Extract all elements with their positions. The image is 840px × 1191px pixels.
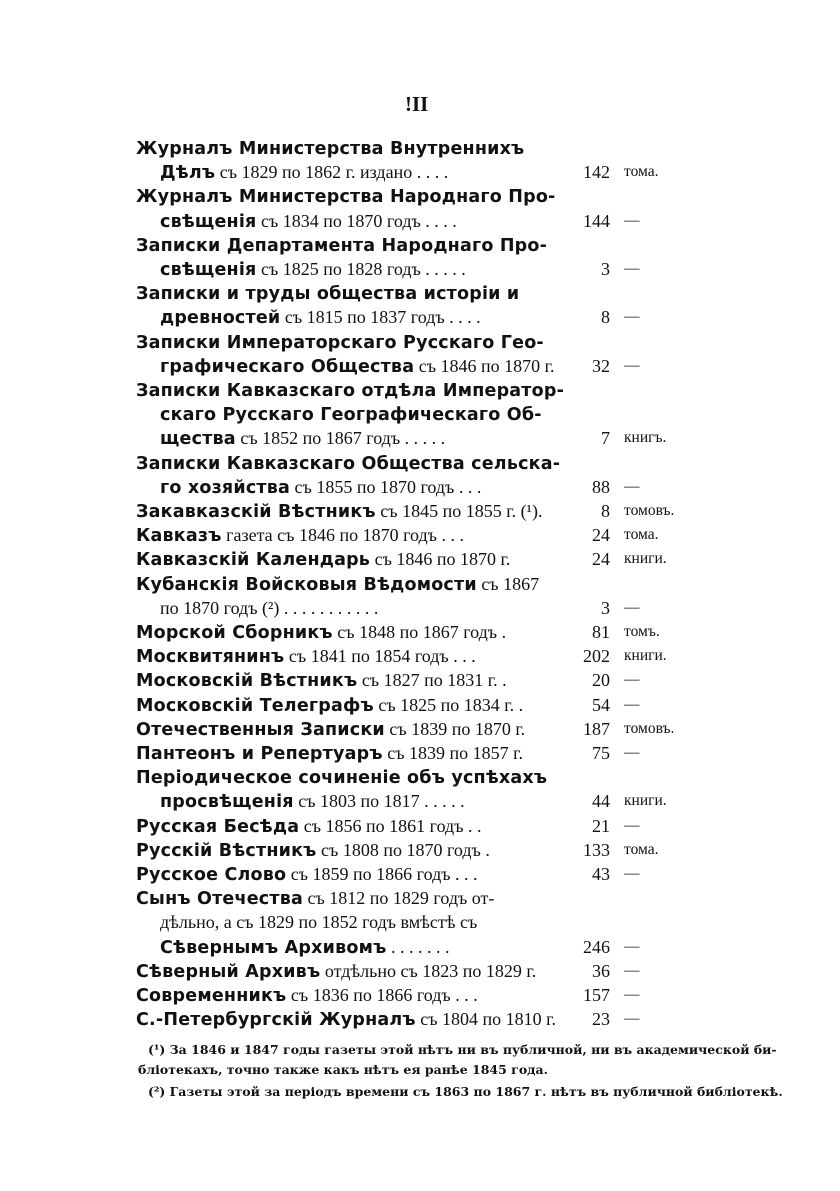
entry-title: щества xyxy=(160,429,236,450)
footnote-line: бліотекахъ, точно также какъ нѣтъ ея ранѣе 1845 года. xyxy=(138,1062,548,1077)
entry-text: съ 1845 по 1855 г. (¹). xyxy=(375,501,543,521)
volume-count: 133 xyxy=(583,839,610,860)
volume-count: 187 xyxy=(583,718,610,739)
volume-count: 75 xyxy=(592,743,610,763)
volume-unit: — xyxy=(624,211,640,229)
volume-unit: — xyxy=(624,986,640,1003)
volume-count: 54 xyxy=(592,694,610,715)
volume-count: 24 xyxy=(592,525,610,546)
entry-text: съ 1829 по 1862 г. издано . . . . xyxy=(215,162,449,183)
entry-title: Русская Бесѣда xyxy=(136,816,300,837)
entry-title: скаго Русскаго Географическаго Об- xyxy=(160,405,542,426)
entry-line xyxy=(136,668,507,692)
entry-line xyxy=(136,620,506,644)
entry-line xyxy=(136,184,556,208)
entry-title: Московскій Вѣстникъ xyxy=(136,671,358,692)
volume-unit: — xyxy=(624,865,640,882)
entry-line xyxy=(160,789,465,813)
entry-text: съ 1834 по 1870 годъ . . . . xyxy=(256,210,457,231)
volume-count: 43 xyxy=(592,864,610,884)
entry-line xyxy=(136,886,494,910)
entry-text: дѣльно, а съ 1829 по 1852 годъ вмѣстѣ съ xyxy=(160,912,478,933)
entry-line xyxy=(160,475,481,499)
entry-text: отдѣльно съ 1823 по 1829 г. xyxy=(320,960,537,981)
volume-count: 3 xyxy=(601,597,610,618)
entry-text: съ 1815 по 1837 годъ . . . . xyxy=(280,307,481,328)
entry-title: Записки Кавказскаго Общества сельска- xyxy=(136,453,561,474)
entry-text: съ 1808 по 1870 годъ . xyxy=(316,839,490,860)
entry-text: газета съ 1846 по 1870 годъ . . . xyxy=(221,525,464,546)
entry-line xyxy=(160,426,445,450)
entry-line xyxy=(136,523,464,547)
volume-count: 23 xyxy=(592,1009,610,1030)
volume-unit: — xyxy=(624,937,640,955)
volume-unit: — xyxy=(624,1010,640,1028)
entry-text: съ 1827 по 1831 г. . xyxy=(357,670,507,691)
entry-title: Отечественныя Записки xyxy=(136,719,385,740)
entry-title: Кубанскія Войсковыя Вѣдомости xyxy=(136,574,477,595)
entry-title: Записки и труды общества исторіи и xyxy=(136,284,520,305)
entry-title: Записки Кавказскаго отдѣла Император- xyxy=(136,381,565,401)
volume-unit: книги. xyxy=(624,550,667,568)
entry-title: графическаго Общества xyxy=(160,356,415,377)
entry-title: Сѣверный Архивъ xyxy=(136,961,321,982)
footnote-line: (²) Газеты этой за періодъ времени съ 1863 по 1867 г. нѣтъ въ публичной библіотекѣ. xyxy=(148,1084,783,1099)
entry-line xyxy=(136,862,478,886)
entry-text: съ 1867 xyxy=(476,573,540,594)
entry-line xyxy=(160,354,555,378)
volume-count: 144 xyxy=(583,210,610,231)
entry-line xyxy=(136,983,478,1007)
entry-text: съ 1848 по 1867 годъ . xyxy=(332,622,507,642)
entry-line xyxy=(136,572,539,596)
volume-unit: тома. xyxy=(624,163,659,181)
entry-text: съ 1804 по 1810 г. xyxy=(415,1009,557,1030)
entry-text: съ 1855 по 1870 годъ . . . xyxy=(290,476,482,497)
entry-line xyxy=(136,838,490,862)
entry-line xyxy=(136,644,476,668)
volume-unit: тома. xyxy=(624,840,659,858)
entry-title: Періодическое сочиненіе объ успѣхахъ xyxy=(136,768,548,789)
entry-line xyxy=(136,378,564,402)
volume-unit: — xyxy=(624,598,640,616)
entry-line xyxy=(136,1007,556,1031)
entry-line xyxy=(160,935,449,959)
volume-unit: — xyxy=(624,671,640,689)
entry-title: Записки Департамента Народнаго Про- xyxy=(136,235,548,256)
volume-count: 3 xyxy=(601,259,610,279)
volume-count: 20 xyxy=(592,670,610,691)
entry-text: съ 1852 по 1867 годъ . . . . . xyxy=(235,428,446,449)
volume-count: 32 xyxy=(592,355,610,376)
entry-title: Журналъ Министерства Внутреннихъ xyxy=(136,139,525,159)
entry-text: съ 1846 по 1870 г. xyxy=(370,549,511,570)
volume-count: 36 xyxy=(592,960,610,981)
entry-text: съ 1839 по 1870 г. xyxy=(384,718,526,739)
entry-line xyxy=(160,402,542,426)
entry-text: съ 1812 по 1829 годъ от- xyxy=(302,888,495,909)
entry-line xyxy=(160,257,466,281)
entry-title: Записки Императорскаго Русскаго Гео- xyxy=(136,332,544,353)
entry-text: съ 1846 по 1870 г. xyxy=(414,355,555,376)
volume-unit: томовъ. xyxy=(624,502,675,519)
volume-count: 81 xyxy=(592,622,610,642)
entry-title: Морской Сборникъ xyxy=(136,623,333,643)
volume-count: 88 xyxy=(592,476,610,497)
entry-line xyxy=(136,741,523,765)
volume-unit: тома. xyxy=(624,526,659,544)
page-number: !II xyxy=(405,92,429,116)
entry-line xyxy=(160,209,457,233)
entry-title: Сынъ Отечества xyxy=(136,889,303,910)
entry-line xyxy=(136,330,544,354)
entry-line xyxy=(136,499,542,523)
entry-title: просвѣщенія xyxy=(160,792,294,813)
volume-unit: — xyxy=(624,260,640,277)
entry-title: свѣщенія xyxy=(160,260,257,280)
entry-title: Русскій Вѣстникъ xyxy=(136,840,317,861)
volume-unit: — xyxy=(624,816,640,834)
entry-line xyxy=(136,281,519,305)
entry-line xyxy=(160,596,378,620)
entry-title: Московскій Телеграфъ xyxy=(136,695,374,716)
volume-unit: — xyxy=(624,695,640,713)
entry-title: Современникъ xyxy=(136,986,287,1006)
entry-line xyxy=(160,160,448,184)
entry-text: съ 1841 по 1854 годъ . . . xyxy=(284,646,476,667)
entry-text: съ 1859 по 1866 годъ . . . xyxy=(286,864,478,884)
volume-count: 24 xyxy=(592,549,610,570)
volume-unit: книги. xyxy=(624,792,667,810)
entry-title: Журналъ Министерства Народнаго Про- xyxy=(136,187,556,208)
volume-unit: книги. xyxy=(624,647,667,665)
volume-count: 142 xyxy=(583,162,610,183)
entry-title: го хозяйства xyxy=(160,477,291,498)
entry-title: Дѣлъ xyxy=(160,163,216,184)
volume-count: 44 xyxy=(592,791,610,812)
volume-count: 21 xyxy=(592,815,610,836)
entry-title: Закавказскій Вѣстникъ xyxy=(136,502,376,522)
entry-title: Кавказъ xyxy=(136,526,222,547)
volume-unit: — xyxy=(624,744,640,761)
volume-count: 157 xyxy=(583,985,610,1005)
entry-line xyxy=(136,814,482,838)
entry-title: Пантеонъ и Репертуаръ xyxy=(136,744,383,764)
entry-line xyxy=(160,910,477,934)
volume-unit: — xyxy=(624,961,640,979)
entry-text: съ 1836 по 1866 годъ . . . xyxy=(286,985,478,1005)
entry-title: Москвитянинъ xyxy=(136,647,285,668)
volume-unit: — xyxy=(624,308,640,326)
entry-text: по 1870 годъ (²) . . . . . . . . . . . xyxy=(160,597,379,618)
volume-unit: томовъ. xyxy=(624,719,675,737)
volume-count: 8 xyxy=(601,307,610,328)
entry-title: свѣщенія xyxy=(160,211,257,232)
entry-line xyxy=(160,305,481,329)
entry-title: древностей xyxy=(160,308,281,329)
footnote-line: (¹) За 1846 и 1847 годы газеты этой нѣтъ ни въ публичной, ни въ академической би- xyxy=(148,1042,777,1057)
entry-text: съ 1803 по 1817 . . . . . xyxy=(293,791,465,812)
entry-text: съ 1839 по 1857 г. xyxy=(382,743,523,763)
entry-line xyxy=(136,717,525,741)
entry-text: съ 1856 по 1861 годъ . . xyxy=(299,815,482,836)
entry-title: Кавказскій Календарь xyxy=(136,550,371,571)
volume-count: 7 xyxy=(601,428,610,449)
entry-title: С.-Петербургскій Журналъ xyxy=(136,1010,416,1031)
entry-line xyxy=(136,959,536,983)
volume-count: 202 xyxy=(583,646,610,667)
entry-line xyxy=(136,233,547,257)
volume-unit: книгъ. xyxy=(624,429,667,447)
volume-unit: — xyxy=(624,477,640,495)
volume-count: 246 xyxy=(583,936,610,957)
entry-line xyxy=(136,547,510,571)
volume-unit: — xyxy=(624,356,640,374)
entry-line xyxy=(136,136,524,160)
entry-title: Русское Слово xyxy=(136,865,287,885)
entry-text: . . . . . . . xyxy=(386,936,450,957)
entry-line xyxy=(136,693,523,717)
entry-line xyxy=(136,451,560,475)
volume-unit: томъ. xyxy=(624,623,660,640)
entry-text: съ 1825 по 1834 г. . xyxy=(373,694,524,715)
entry-line xyxy=(136,765,547,789)
volume-count: 8 xyxy=(601,501,610,521)
entry-text: съ 1825 по 1828 годъ . . . . . xyxy=(256,259,466,279)
entry-title: Сѣвернымъ Архивомъ xyxy=(160,937,387,958)
